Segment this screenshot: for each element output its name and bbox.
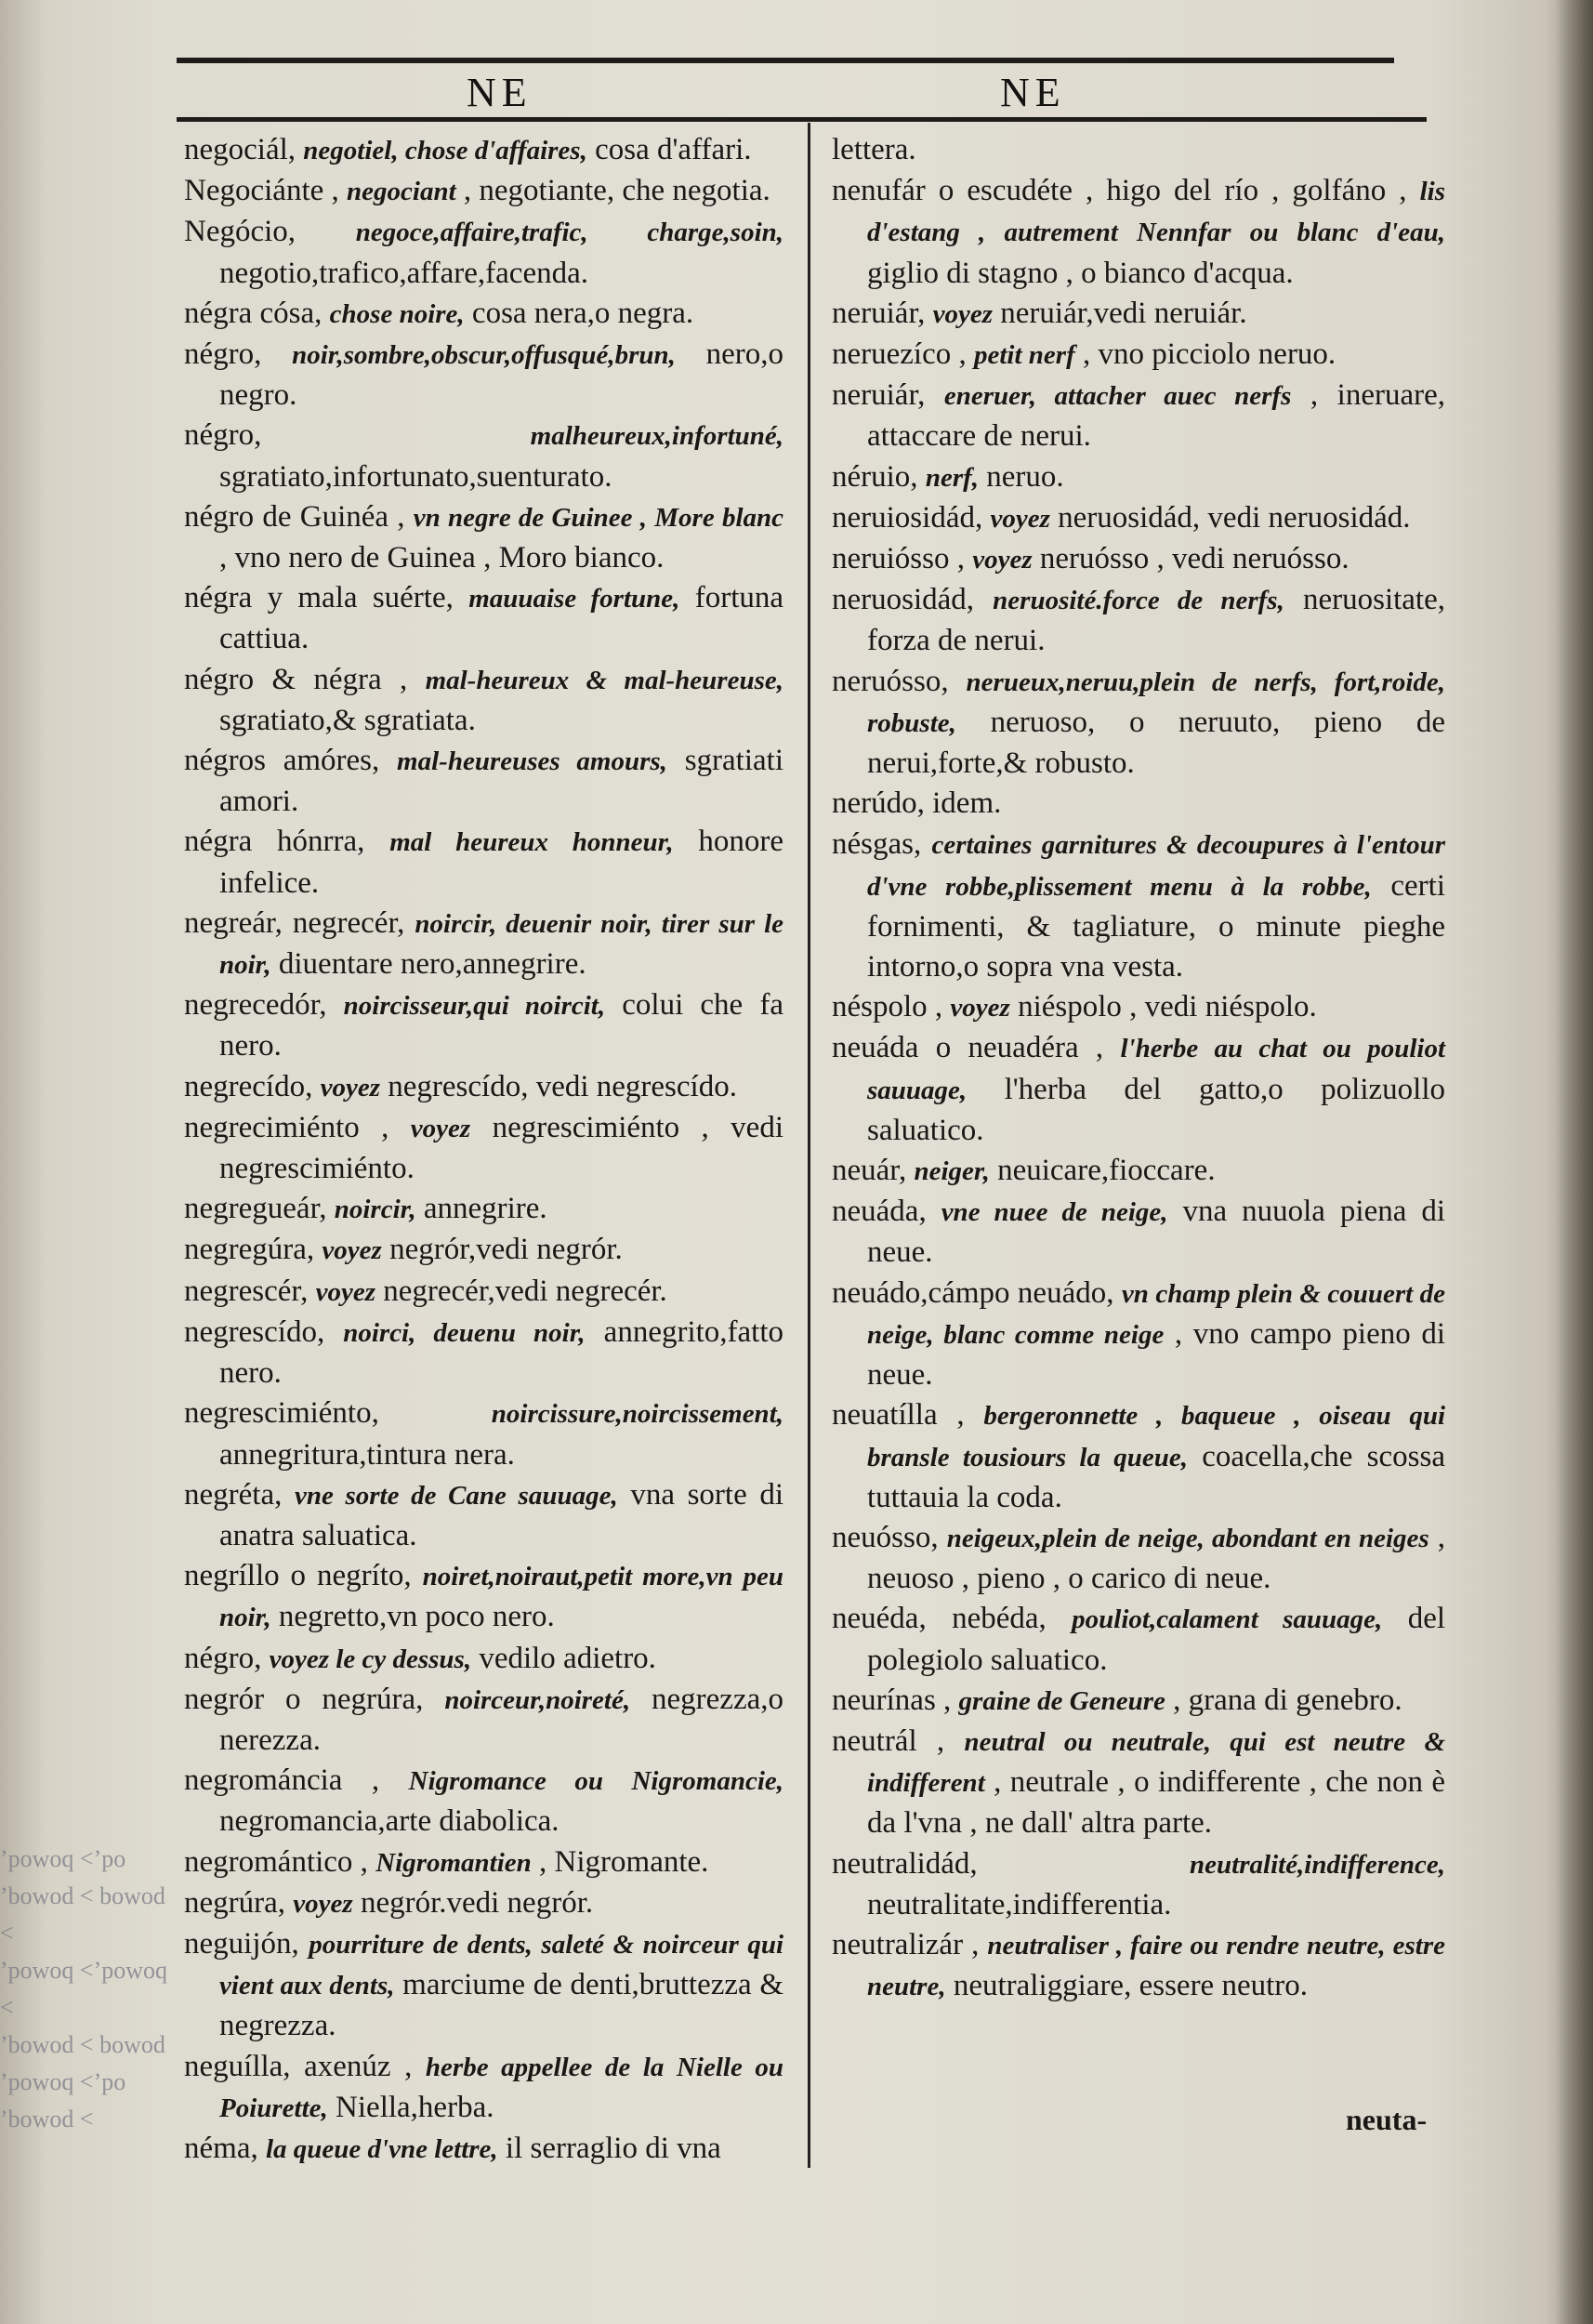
entry-french: neiger, [914,1156,990,1187]
entry-italian: Niella,herba. [336,2090,494,2124]
dictionary-entry [832,1028,1445,1151]
entry-italian: idem. [932,786,1002,821]
entry-french: mal-heureux & mal-heureuse, [425,665,784,695]
entry-headword: negregueár, [184,1192,327,1226]
entry-french: negoce,affaire,trafic, charge,soin, [355,218,784,248]
entry-french: Nigromantien [375,1847,532,1878]
dictionary-entry [184,1761,783,1842]
entry-italian: sgratiato,infortunato,suenturato. [219,459,612,494]
entry-headword: negreár, negrecér, [184,905,405,940]
entry-french: pourriture de dents, saleté & noirceur qui vient aux dents, [219,1929,784,2001]
entry-headword: negrúra, [184,1885,286,1920]
entry-italian: , Nigromante. [539,1844,709,1879]
dictionary-entry [832,1844,1445,1925]
entry-headword: Negócio, [184,215,296,249]
entry-italian: nero,o negro. [219,337,783,413]
entry-italian: neruositate, forza de nerui. [867,583,1445,658]
entry-italian: , negotiante, che negotia. [463,174,770,208]
entry-headword: négro, [184,418,262,453]
entry-italian: , grana di genebro. [1173,1683,1402,1717]
entry-french: voyez [932,298,994,329]
entry-headword: négro & négra , [184,662,408,696]
entry-italian: negrescído, vedi negrescído. [388,1069,737,1103]
entry-headword: neuádo,cámpo neuádo, [832,1275,1114,1310]
entry-french: pouliot,calament sauuage, [1072,1604,1383,1635]
entry-italian: neruosidád, vedi neruosidád. [1058,500,1411,535]
entry-italian: coacella,che scossa tuttauia la coda. [867,1439,1445,1514]
entry-headword: neuósso, [832,1520,939,1554]
dictionary-entry [184,2129,783,2170]
entry-italian: diuentare nero,annegrire. [278,947,586,982]
dictionary-entry [184,1067,783,1108]
dictionary-entry [184,1108,783,1189]
entry-headword: negrór o negrúra, [184,1682,424,1716]
entry-french: voyez le cy dessus, [269,1644,472,1674]
entry-italian: negretto,vn poco nero. [278,1600,555,1634]
entry-french: chose noire, [329,298,465,329]
entry-headword: negociál, [184,133,296,166]
dictionary-entry [832,539,1445,580]
entry-french: eneruer, attacher auec nerfs [943,381,1292,412]
entry-headword: negromántico , [184,1844,368,1879]
entry-french: noircissure,noircissement, [491,1399,783,1430]
dictionary-entry [832,784,1445,825]
entry-french: neutral ou neutrale, qui est neutre & indifferent [867,1726,1446,1799]
entry-italian: , vno campo pieno di neue. [867,1316,1446,1393]
entry-italian: marciume de denti,bruttezza & negrezza. [219,1968,783,2043]
entry-headword: negrescimiénto, [184,1396,379,1431]
entry-headword: negrecedór, [184,988,327,1023]
entry-headword: negréta, [184,1477,283,1512]
entry-italian: niéspolo , vedi niéspolo. [1018,990,1317,1024]
entry-italian: giglio di stagno , o bianco d'acqua. [867,256,1294,290]
entry-headword: negrescído, [184,1314,325,1349]
entry-italian: neuicare,fioccare. [997,1154,1216,1188]
entry-french: Nigromance ou Nigromancie, [408,1766,783,1797]
entry-italian: colui che fa nero. [219,988,783,1063]
entry-headword: Negociánte , [184,174,339,208]
dictionary-entry [184,1272,783,1313]
dictionary-entry [184,1924,783,2047]
dictionary-entry [184,904,783,985]
entry-italian: negotio,trafico,affare,facenda. [219,256,588,290]
entry-french: neutralité,indifference, [1190,1849,1445,1880]
dictionary-entry [184,1313,783,1393]
entry-italian: , neuoso , pieno , o carico di neue. [867,1520,1445,1596]
entry-french: noirci, deuenu noir, [343,1317,586,1348]
dictionary-entry [184,497,783,578]
dictionary-entry [184,212,783,293]
dictionary-entry [832,294,1445,335]
bleed-through-margin [0,1841,177,2212]
entry-headword: négro de Guinéa , [184,499,405,534]
entry-italian: vna nuuola piena di neue. [867,1195,1446,1270]
dictionary-entry [184,1230,783,1271]
entry-headword: neguílla, axenúz , [184,2049,413,2083]
entry-french: noircir, [334,1195,416,1225]
dictionary-entry [832,1599,1445,1680]
dictionary-entry [832,1192,1445,1273]
entry-headword: neuéda, nebéda, [832,1602,1047,1636]
dictionary-entry [184,985,783,1066]
entry-italian: il serraglio di vna [505,2131,721,2165]
dictionary-entry [184,1883,783,1924]
entry-italian: vedilo adietro. [479,1641,656,1675]
entry-italian: annegritura,tintura nera. [219,1437,515,1472]
entry-italian: neruósso , vedi neruósso. [1039,542,1349,576]
entry-italian: cosa d'affari. [595,133,752,166]
right-column [832,130,1445,2007]
entry-italian: certi fornimenti, & tagliature, o minute pieghe intorno,o sopra vna vesta. [867,868,1445,984]
dictionary-entry [832,1274,1445,1396]
dictionary-entry [832,335,1445,376]
dictionary-entry [184,660,783,741]
dictionary-entry [832,1395,1445,1518]
entry-french: la queue d'vne lettre, [265,2133,498,2164]
entry-french: mal heureux honneur, [389,827,674,858]
dictionary-entry [184,1842,783,1883]
entry-french: voyez [972,545,1033,575]
dictionary-entry [832,580,1445,661]
entry-french: voyez [410,1113,471,1143]
bleed-line: ʼpowoq ˂ʼpowoq ˂ [0,1957,168,2021]
entry-italian: sgratiato,& sgratiata. [219,703,476,737]
entry-headword: neuáda o neuadéra , [832,1031,1104,1065]
entry-italian: vna sorte di anatra saluatica. [219,1477,784,1552]
dictionary-entry [184,416,783,496]
entry-french: noiret,noiraut,petit more,vn peu noir, [219,1562,783,1633]
entry-french: bergeronnette , baqueue , oiseau qui bransle tousiours la queue, [867,1401,1445,1472]
entry-french: nerueux,neruu,plein de nerfs, fort,roide, robuste, [867,667,1446,738]
dictionary-entry [184,335,783,416]
entry-italian: neruoso, o neruuto, pieno de nerui,forte,& robusto. [867,705,1445,781]
entry-french: voyez [950,993,1010,1023]
catchword: neuta- [1346,2103,1428,2136]
entry-headword: négro, [184,337,262,372]
dictionary-entry [184,741,783,822]
entry-french: lis d'estang , autrement Nennfar ou blanc d'eau, [867,177,1446,248]
bleed-line: ʼbowod ˂ bowod ˂ [0,1882,165,1947]
dictionary-entry [184,294,783,335]
entry-italian: sgratiati amori. [219,744,784,819]
entry-italian: annegrito,fatto nero. [219,1314,784,1391]
header-rule [177,117,1427,122]
entry-headword: negregúra, [184,1233,315,1267]
entry-headword: néma, [184,2131,258,2165]
entry-french: noircisseur,qui noircit, [343,991,606,1022]
entry-italian: neruiár,vedi neruiár. [1000,296,1247,330]
entry-italian: neutraliggiare, essere neutro. [953,1969,1309,2003]
dictionary-entry [832,457,1445,498]
entry-headword: neruiosidád, [832,500,983,535]
entry-italian: , vno nero de Guinea , Moro bianco. [219,541,665,575]
dictionary-entry [184,578,783,659]
dictionary-entry [832,1722,1445,1844]
entry-french: negociant [347,177,456,207]
entry-french: voyez [315,1276,375,1307]
entry-headword: nésgas, [832,827,922,862]
entry-headword: néspolo , [832,990,943,1024]
entry-headword: negrescér, [184,1274,309,1308]
bleed-line: ʼbowod ˂ bowod [0,2031,165,2058]
entry-french: malheureux,infortuné, [530,421,783,452]
entry-italian: negrezza,o nerezza. [219,1682,783,1757]
entry-headword: negrecimiénto , [184,1110,389,1144]
entry-headword: neurínas , [832,1683,952,1717]
entry-headword: neutralidád, [832,1846,978,1881]
dictionary-entry [184,1393,783,1474]
entry-italian: fortuna cattiua. [219,581,784,656]
dictionary-entry [832,825,1445,987]
entry-italian: l'herba del gatto,o polizuollo saluatico. [867,1072,1445,1147]
entry-french: neutraliser , faire ou rendre neutre, estre neutre, [867,1930,1446,2002]
entry-italian: lettera. [832,133,916,166]
entry-headword: négra hónrra, [184,825,365,859]
entry-french: noir,sombre,obscur,offusqué,brun, [292,340,676,371]
entry-italian: honore infelice. [219,825,783,900]
entry-headword: nerúdo, [832,786,925,821]
entry-french: voyez [293,1888,353,1919]
entry-headword: neutralizár , [832,1927,980,1961]
entry-headword: neuáda, [832,1195,927,1229]
entry-french: petit nerf [974,340,1075,371]
dictionary-entry [184,1639,783,1680]
entry-headword: neruiósso , [832,542,965,576]
bleed-line: ʼpowoq ˂ʼpo [0,2068,126,2095]
column-divider [808,123,810,2168]
entry-french: vn negre de Guinee , More blanc [413,502,784,533]
entry-italian: negrór,vedi negrór. [389,1233,623,1267]
entry-headword: negrecído, [184,1069,313,1103]
left-column [184,130,783,2170]
entry-headword: néruio, [832,459,918,494]
entry-headword: neruósso, [832,664,949,698]
entry-headword: neruiár, [832,378,926,413]
dictionary-entry [184,1475,783,1556]
entry-french: nerf, [925,462,980,493]
dictionary-entry [184,130,783,171]
entry-italian: negromancia,arte diabolica. [219,1804,560,1839]
entry-italian: cosa nera,o negra. [471,296,694,330]
dictionary-entry [832,1925,1445,2007]
bleed-line: ʼpowoq ˂ʼpo [0,1845,126,1872]
entry-headword: neutrál , [832,1723,945,1758]
dictionary-entry [832,171,1445,294]
entry-headword: neuár, [832,1154,907,1188]
entry-french: voyez [990,503,1050,534]
entry-italian: negrór.vedi negrór. [360,1885,594,1920]
entry-french: vn champ plein & couuert de neige, blanc comme neige [867,1278,1445,1350]
entry-french: vne sorte de Cane sauuage, [294,1480,618,1511]
entry-french: noircir, deuenir noir, tirer sur le noir, [219,908,784,981]
entry-headword: neruiár, [832,296,926,330]
entry-french: herbe appellee de la Nielle ou Poiurette, [219,2052,783,2123]
dictionary-entry [184,1680,783,1761]
entry-french: voyez [320,1072,381,1103]
dictionary-entry [184,1556,783,1638]
entry-french: mal-heureuses amours, [397,746,667,777]
entry-italian: neruo. [986,459,1064,494]
entry-italian: del polegiolo saluatico. [867,1602,1446,1677]
entry-french: neruosité.force de nerfs, [993,586,1284,616]
entry-headword: negrománcia , [184,1763,380,1798]
entry-italian: , vno picciolo neruo. [1083,337,1336,372]
entry-headword: négra y mala suérte, [184,581,454,615]
dictionary-entry [832,376,1445,456]
entry-french: negotiel, chose d'affaires, [303,136,587,165]
top-rule [177,58,1394,63]
dictionary-entry [832,1518,1445,1599]
left-running-head: NE [467,70,533,115]
entry-headword: neruosidád, [832,583,975,617]
entry-headword: négros amóres, [184,744,380,778]
entry-french: neigeux,plein de neige, abondant en neiges [946,1523,1429,1553]
entry-french: vne nuee de neige, [941,1197,1168,1228]
dictionary-entry [832,1151,1445,1192]
entry-french: graine de Geneure [958,1685,1165,1716]
entry-french: voyez [322,1235,382,1266]
dictionary-entry [832,987,1445,1028]
entry-french: mauuaise fortune, [468,584,680,614]
entry-headword: nenufár o escudéte , higo del río , golfáno , [832,174,1407,208]
dictionary-entry [184,1189,783,1230]
entry-italian: negrescimiénto , vedi negrescimiénto. [219,1110,783,1186]
dictionary-entry [832,130,1445,171]
entry-headword: neguijón, [184,1926,299,1961]
entry-italian: neutralitate,indifferentia. [867,1887,1172,1921]
gutter-shadow [1556,0,1593,2324]
entry-italian: , ineruare, attaccare de nerui. [867,378,1446,454]
bleed-line: ʼbowod ˂ [0,2106,94,2133]
entry-headword: négra cósa, [184,296,323,330]
dictionary-entry [184,822,783,903]
right-running-head: NE [1000,70,1066,115]
dictionary-entry [184,171,783,212]
dictionary-entry [832,1681,1445,1722]
entry-italian: annegrire. [423,1192,547,1226]
entry-headword: neuatílla , [832,1398,965,1433]
entry-french: certaines garnitures & decoupures à l'entour d'vne robbe,plissement menu à la robbe, [867,830,1445,902]
dictionary-entry [832,498,1445,539]
entry-headword: neruezíco , [832,337,967,372]
dictionary-entry [832,662,1445,785]
entry-italian: , neutrale , o indifferente , che non è da l'vna , ne dall' altra parte. [867,1765,1445,1841]
entry-french: noirceur,noireté, [444,1684,631,1715]
entry-italian: negrecér,vedi negrecér. [383,1274,667,1308]
dictionary-entry [184,2047,783,2129]
entry-headword: négro, [184,1641,262,1675]
entry-headword: negríllo o negríto, [184,1559,412,1593]
entry-french: l'herbe au chat ou pouliot sauuage, [867,1034,1446,1105]
